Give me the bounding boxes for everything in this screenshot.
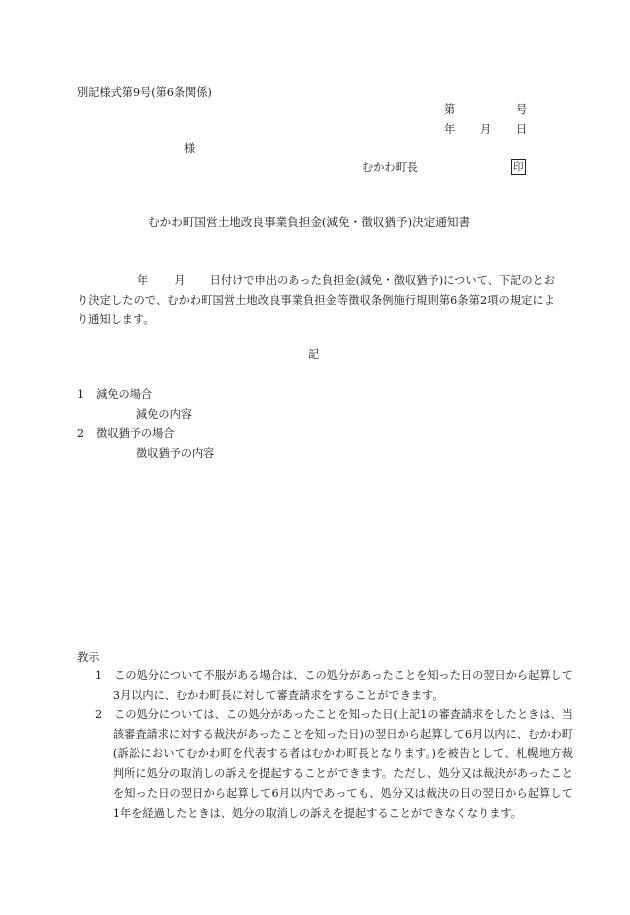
item-label: 徴収猶予の場合	[96, 427, 175, 440]
ki-heading: 記	[308, 348, 320, 361]
document-title: むかわ町国営土地改良事業負担金(減免・徴収猶予)決定通知書	[148, 215, 471, 229]
body-paragraph	[77, 271, 555, 330]
addressee-suffix: 様	[184, 142, 196, 155]
kyoji-item-number: 2	[95, 708, 103, 721]
number-prefix: 第	[444, 103, 456, 116]
item-label: 減免の場合	[96, 388, 153, 401]
intro-text: 日付けで申出のあった負担金(減免・徴収猶予)について、下記のとおり決定したので、むかわ町国営土地改良事業負担金等徴収条例施行規則第6条第2項の規定により通知します。	[77, 274, 555, 326]
list-item	[77, 424, 174, 444]
kyoji-heading: 教示	[77, 651, 100, 664]
kyoji-item-text: この処分について不服がある場合は、この処分があったことを知った日の翌日から起算して3月以内に、むかわ町長に対して審査請求をすることができます。	[112, 669, 573, 702]
seal-stamp	[511, 159, 526, 175]
item-sub: 徴収猶予の内容	[136, 447, 215, 460]
intro-year: 年	[137, 274, 149, 287]
item-sub: 減免の内容	[136, 408, 192, 421]
kyoji-item	[95, 705, 573, 823]
issuer-name: むかわ町長	[362, 161, 418, 174]
date-month: 月	[480, 123, 492, 136]
form-label: 別記様式第9号(第6条関係)	[77, 86, 212, 99]
item-number: 1	[77, 388, 85, 401]
seal-label: 印	[513, 161, 524, 173]
date-year: 年	[444, 123, 456, 136]
number-suffix: 号	[516, 103, 528, 116]
date-day: 日	[516, 123, 528, 136]
kyoji-item-number: 1	[95, 669, 103, 682]
kyoji-item-text: この処分については、この処分があったことを知った日(上記1の審査請求をしたときは、当該審査請求に対する裁決があったことを知った日)の翌日から起算して6月以内に、むかわ町(訴訟においてむかわ町を代表する者はむかわ町長となります。)を被告として、札幌地方裁判所に処分の取消しの訴えを提起することができます。ただし、処分又は裁決があったことを知った日の翌日から起算して6月以内であっても、処分又は裁決の日の翌日から起算して1年を経過したときは、処分の取消しの訴えを提起することができなくなります。	[112, 708, 573, 820]
kyoji-item	[95, 666, 573, 705]
intro-month: 月	[174, 274, 186, 287]
item-number: 2	[77, 427, 85, 440]
list-item	[77, 385, 152, 405]
